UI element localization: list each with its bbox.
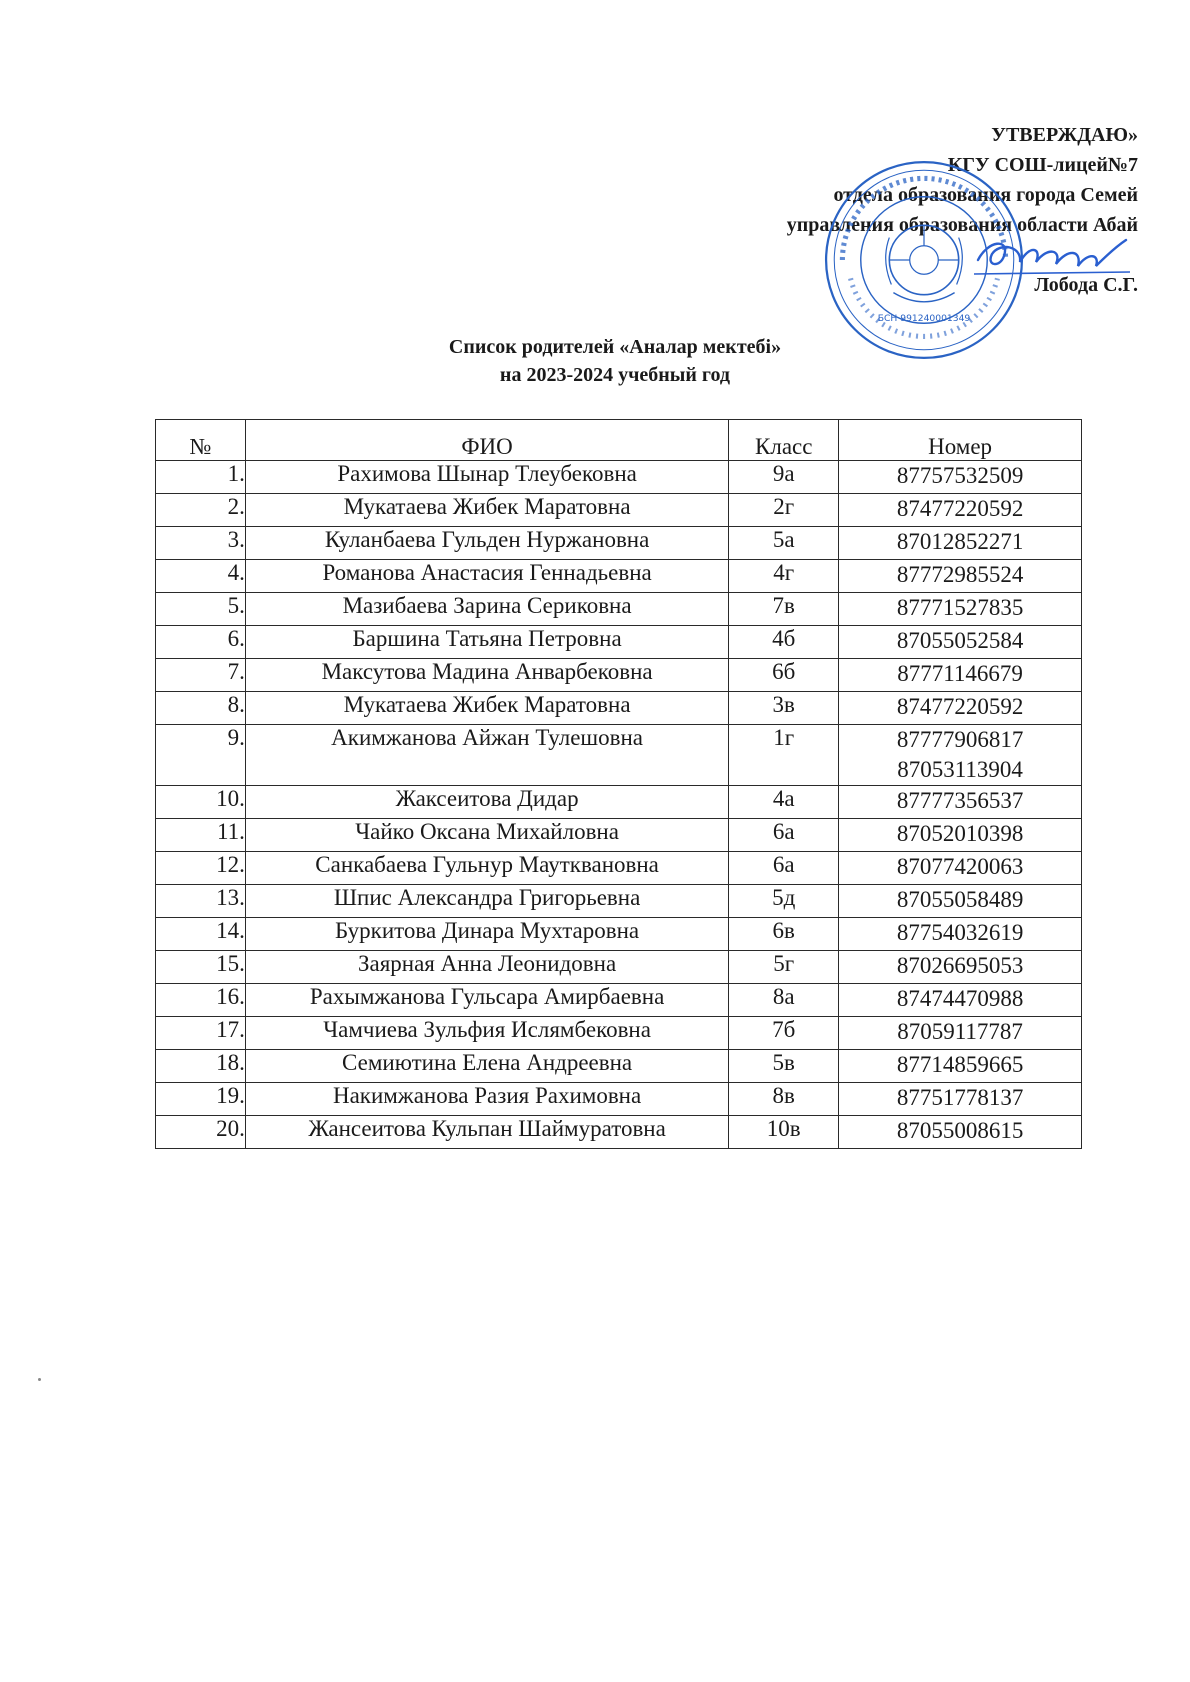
row-number: 17. (156, 1017, 246, 1050)
signature-mark (970, 232, 1140, 292)
row-fio: Акимжанова Айжан Тулешовна (245, 725, 728, 786)
approval-heading: УТВЕРЖДАЮ» (991, 124, 1138, 146)
row-class: 1г (729, 725, 839, 786)
row-fio: Романова Анастасия Геннадьевна (245, 560, 728, 593)
row-class: 4г (729, 560, 839, 593)
table-row (156, 494, 1082, 527)
row-phone (839, 885, 1082, 918)
row-fio: Мукатаева Жибек Маратовна (245, 494, 728, 527)
table-row (156, 659, 1082, 692)
row-fio: Жансеитова Кульпан Шаймуратовна (245, 1116, 728, 1149)
row-fio: Шпис Александра Григорьевна (245, 885, 728, 918)
phone-number: 87771146679 (897, 661, 1023, 686)
row-fio: Санкабаева Гульнур Маутквановна (245, 852, 728, 885)
scan-speck (38, 1378, 41, 1381)
row-class: 7в (729, 593, 839, 626)
table-row (156, 560, 1082, 593)
row-class: 10в (729, 1116, 839, 1149)
header-phone: Номер (839, 420, 1082, 461)
row-number: 2. (156, 494, 246, 527)
row-fio: Чамчиева Зульфия Ислямбековна (245, 1017, 728, 1050)
table-row (156, 786, 1082, 819)
row-class: 5а (729, 527, 839, 560)
row-number: 14. (156, 918, 246, 951)
row-phone (839, 852, 1082, 885)
row-number: 3. (156, 527, 246, 560)
phone-number: 87053113904 (897, 757, 1023, 782)
svg-text:БСН 991240001349: БСН 991240001349 (877, 313, 971, 325)
row-class: 6в (729, 918, 839, 951)
row-class: 6б (729, 659, 839, 692)
row-class: 4а (729, 786, 839, 819)
row-fio: Мазибаева Зарина Сериковна (245, 593, 728, 626)
phone-number: 87754032619 (896, 920, 1024, 945)
row-class: 8а (729, 984, 839, 1017)
row-phone (839, 819, 1082, 852)
row-phone (839, 593, 1082, 626)
row-number: 19. (156, 1083, 246, 1116)
phone-number: 87055052584 (896, 628, 1024, 653)
phone-number: 87055058489 (896, 887, 1024, 912)
row-class: 5в (729, 1050, 839, 1083)
row-number: 11. (156, 819, 246, 852)
row-class: 9а (729, 461, 839, 494)
row-number: 18. (156, 1050, 246, 1083)
approval-signer: Лобода С.Г. (1034, 274, 1138, 296)
table-row (156, 593, 1082, 626)
table-row (156, 1050, 1082, 1083)
row-number: 4. (156, 560, 246, 593)
row-phone (839, 918, 1082, 951)
phone-number: 87055008615 (896, 1118, 1024, 1143)
row-class: 3в (729, 692, 839, 725)
approval-department: отдела образования города Семей (833, 184, 1138, 206)
row-fio: Накимжанова Разия Рахимовна (245, 1083, 728, 1116)
row-number: 5. (156, 593, 246, 626)
table-row (156, 527, 1082, 560)
table-row (156, 626, 1082, 659)
row-phone (839, 527, 1082, 560)
phone-number: 87477220592 (896, 496, 1024, 521)
row-fio: Максутова Мадина Анварбековна (245, 659, 728, 692)
row-class: 7б (729, 1017, 839, 1050)
table-header-row (156, 420, 1082, 461)
row-fio: Семиютина Елена Андреевна (245, 1050, 728, 1083)
row-class: 2г (729, 494, 839, 527)
row-phone (839, 1017, 1082, 1050)
table-row (156, 725, 1082, 786)
phone-number: 87777356537 (896, 788, 1024, 813)
table-row (156, 885, 1082, 918)
phone-number: 87714859665 (896, 1052, 1024, 1077)
table-row (156, 951, 1082, 984)
row-phone (839, 692, 1082, 725)
phone-number: 87477220592 (896, 694, 1024, 719)
row-fio: Мукатаева Жибек Маратовна (245, 692, 728, 725)
header-fio: ФИО (245, 420, 728, 461)
phone-number: 87474470988 (896, 986, 1024, 1011)
title-line-2: на 2023-2024 учебный год (499, 364, 731, 386)
row-fio: Баршина Татьяна Петровна (245, 626, 728, 659)
row-number: 7. (156, 659, 246, 692)
phone-number: 87059117787 (897, 1019, 1023, 1044)
phone-number: 87751778137 (896, 1085, 1024, 1110)
header-number: № (156, 420, 246, 461)
row-phone (839, 560, 1082, 593)
row-phone (839, 461, 1082, 494)
row-class: 6а (729, 819, 839, 852)
table-row (156, 852, 1082, 885)
table-row (156, 918, 1082, 951)
row-fio: Куланбаева Гульден Нуржановна (245, 527, 728, 560)
table-row (156, 692, 1082, 725)
phone-number: 87026695053 (896, 953, 1024, 978)
row-class: 6а (729, 852, 839, 885)
document-title (0, 333, 1190, 389)
row-fio: Рахимова Шынар Тлеубековна (245, 461, 728, 494)
row-class: 5д (729, 885, 839, 918)
approval-school: КГУ СОШ-лицей№7 (947, 154, 1138, 176)
row-number: 16. (156, 984, 246, 1017)
phone-number: 87771527835 (896, 595, 1024, 620)
row-phone (839, 659, 1082, 692)
row-phone (839, 725, 1082, 786)
title-line-1: Список родителей «Аналар мектебі» (448, 336, 782, 358)
table-row (156, 1017, 1082, 1050)
approval-administration: управления образования области Абай (786, 214, 1138, 236)
row-class: 8в (729, 1083, 839, 1116)
phone-number: 87052010398 (896, 821, 1024, 846)
row-class: 4б (729, 626, 839, 659)
row-phone (839, 1083, 1082, 1116)
row-number: 9. (156, 725, 246, 786)
row-number: 6. (156, 626, 246, 659)
row-fio: Жаксеитова Дидар (245, 786, 728, 819)
row-phone (839, 626, 1082, 659)
row-phone (839, 494, 1082, 527)
phone-number: 87772985524 (896, 562, 1024, 587)
table-row (156, 1083, 1082, 1116)
row-phone (839, 786, 1082, 819)
row-class: 5г (729, 951, 839, 984)
phone-number: 87757532509 (896, 463, 1024, 488)
row-number: 20. (156, 1116, 246, 1149)
row-phone (839, 984, 1082, 1017)
phone-number: 87777906817 (896, 727, 1024, 752)
row-fio: Рахымжанова Гульсара Амирбаевна (245, 984, 728, 1017)
row-fio: Заярная Анна Леонидовна (245, 951, 728, 984)
row-number: 12. (156, 852, 246, 885)
row-number: 1. (156, 461, 246, 494)
table-row (156, 984, 1082, 1017)
table-row (156, 819, 1082, 852)
table-row (156, 461, 1082, 494)
row-fio: Буркитова Динара Мухтаровна (245, 918, 728, 951)
row-number: 10. (156, 786, 246, 819)
row-phone (839, 1116, 1082, 1149)
header-class: Класс (729, 420, 839, 461)
row-phone (839, 951, 1082, 984)
row-phone (839, 1050, 1082, 1083)
row-fio: Чайко Оксана Михайловна (245, 819, 728, 852)
table-row (156, 1116, 1082, 1149)
parents-table (155, 419, 1082, 1149)
row-number: 8. (156, 692, 246, 725)
phone-number: 87012852271 (896, 529, 1024, 554)
row-number: 15. (156, 951, 246, 984)
row-number: 13. (156, 885, 246, 918)
phone-number: 87077420063 (896, 854, 1024, 879)
